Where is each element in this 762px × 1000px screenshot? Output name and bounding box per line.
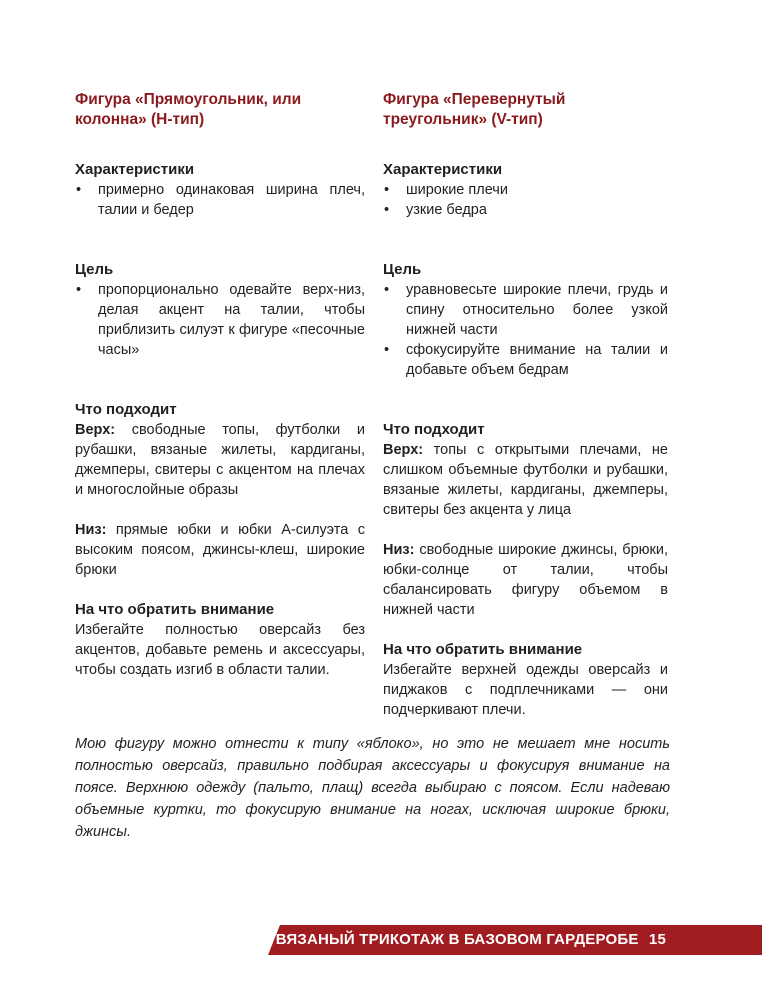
list-item: • узкие бедра <box>384 202 487 218</box>
list-item: • примерно одинаковая ширина плеч, талии и бедер <box>76 182 365 218</box>
list-item: • пропорционально одевайте верх-низ, делая акцент на талии, чтобы приблизить силуэт к фигуре «песочные часы» <box>76 282 365 358</box>
list-item: • широкие плечи <box>384 182 508 198</box>
bottom-paragraph: Низ: прямые юбки и юбки А-силуэта с высоким поясом, джинсы-клеш, широкие брюки <box>75 522 365 578</box>
running-footer <box>276 931 666 949</box>
characteristics-heading: Характеристики <box>75 161 195 178</box>
author-note: Мою фигуру можно отнести к типу «яблоко», но это не мешает мне носить полностью оверсайз, правильно подбирая аксессуары и фокусируя внимание на поясе. Верхнюю одежду (пальто, плащ) всегда выбираю с поясом. Если надеваю объемные куртки, то фокусирую внимание на ногах, исключая широкие брюки, джинсы. <box>75 736 670 840</box>
page-number: 15 <box>648 931 666 948</box>
section-title: ВЯЗАНЫЙ ТРИКОТАЖ В БАЗОВОМ ГАРДЕРОБЕ <box>275 931 639 948</box>
goal-heading: Цель <box>75 261 114 278</box>
top-paragraph: Верх: свободные топы, футболки и рубашки, вязаные жилеты, кардиганы, джемперы, свитеры с акцентом на плечах и многослойные образы <box>75 422 365 498</box>
goal-list <box>75 280 365 360</box>
attention-heading: На что обратить внимание <box>383 641 583 658</box>
attention-paragraph: Избегайте полностью оверсайз без акцентов, добавьте ремень и аксессуары, чтобы создать изгиб в области талии. <box>75 622 365 678</box>
figure-title-rectangle: Фигура «Прямоугольник, или колонна» (Н-тип) <box>75 91 302 128</box>
bottom-paragraph: Низ: свободные широкие джинсы, брюки, юбки-солнце от талии, чтобы сбалансировать фигуру объемом в нижней части <box>383 542 668 618</box>
top-paragraph: Верх: топы с открытыми плечами, не слишком объемные футболки и рубашки, вязаные жилеты, кардиганы, джемперы, свитеры без акцента у лица <box>383 442 668 518</box>
attention-paragraph: Избегайте верхней одежды оверсайз и пиджаков с подплечниками — они подчеркивают плечи. <box>383 662 668 718</box>
suits-heading: Что подходит <box>75 401 177 418</box>
attention-heading: На что обратить внимание <box>75 601 275 618</box>
list-item: • уравновесьте широкие плечи, грудь и спину относительно более узкой нижней части <box>384 282 668 338</box>
goal-heading: Цель <box>383 261 422 278</box>
list-item: • сфокусируйте внимание на талии и добавьте объем бедрам <box>384 342 668 378</box>
right-column <box>383 90 668 720</box>
characteristics-list <box>75 180 365 220</box>
characteristics-list <box>383 180 668 220</box>
goal-list <box>383 280 668 380</box>
characteristics-heading: Характеристики <box>383 161 503 178</box>
left-column <box>75 90 365 680</box>
suits-heading: Что подходит <box>383 421 485 438</box>
figure-title-inverted-triangle: Фигура «Перевернутый треугольник» (V-тип) <box>383 91 566 128</box>
